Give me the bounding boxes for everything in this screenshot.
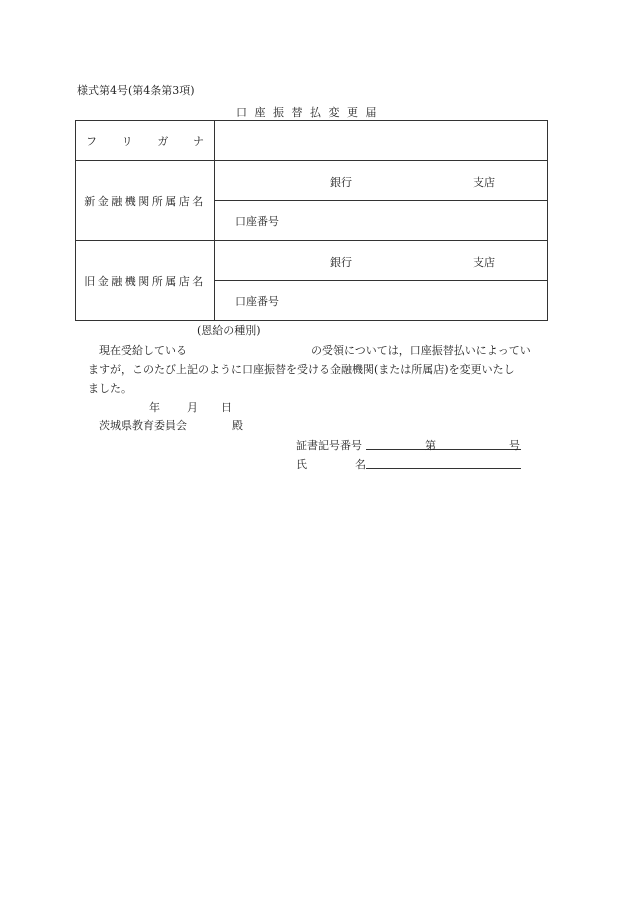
certificate-label: 証書記号番号 [296, 439, 362, 452]
furigana-label [76, 121, 215, 161]
name-mei: 名 [355, 458, 366, 471]
addressee-suffix: 殿 [232, 419, 243, 432]
body-line-1a: 現在受給している [99, 344, 187, 357]
body-line-1b: の受領については，口座振替払いによってい [311, 344, 531, 357]
pension-kind-label: (恩給の種別) [197, 324, 261, 337]
account-label: 口座番号 [235, 214, 279, 228]
form-number: 様式第4号(第4条第3項) [77, 84, 195, 97]
bank-suffix: 銀行 [330, 176, 352, 189]
branch-suffix: 支店 [473, 256, 495, 269]
addressee: 茨城県教育委員会 [99, 419, 187, 432]
name-shi: 氏 [296, 458, 307, 471]
change-form-table [75, 120, 548, 321]
old-account-field[interactable] [215, 281, 548, 321]
bank-suffix: 銀行 [330, 256, 352, 269]
new-bank-field[interactable] [215, 161, 548, 201]
body-line-2: ますが，このたび上記のように口座振替を受ける金融機関(または所属店)を変更いたし [88, 363, 515, 376]
body-line-3: ました。 [88, 382, 132, 395]
new-bank-label: 新金融機関所属店名 [76, 161, 215, 241]
certificate-dai: 第 [425, 439, 436, 452]
date-year: 年 [149, 401, 160, 414]
certificate-number-field[interactable] [366, 437, 521, 450]
new-account-field[interactable] [215, 201, 548, 241]
account-label: 口座番号 [235, 294, 279, 308]
date-month: 月 [187, 401, 198, 414]
old-bank-row [76, 241, 548, 281]
furigana-char: フ [86, 134, 97, 148]
date-day: 日 [221, 401, 232, 414]
old-bank-field[interactable] [215, 241, 548, 281]
old-bank-label: 旧金融機関所属店名 [76, 241, 215, 321]
branch-suffix: 支店 [473, 176, 495, 189]
furigana-row [76, 121, 548, 161]
document-title: 口座振替払変更届 [236, 106, 384, 119]
furigana-char: ナ [192, 134, 204, 148]
furigana-field[interactable] [215, 121, 548, 161]
furigana-char: ガ [157, 134, 169, 148]
name-field[interactable] [366, 456, 521, 469]
certificate-go: 号 [509, 439, 520, 452]
new-bank-row [76, 161, 548, 201]
furigana-char: リ [121, 134, 133, 148]
